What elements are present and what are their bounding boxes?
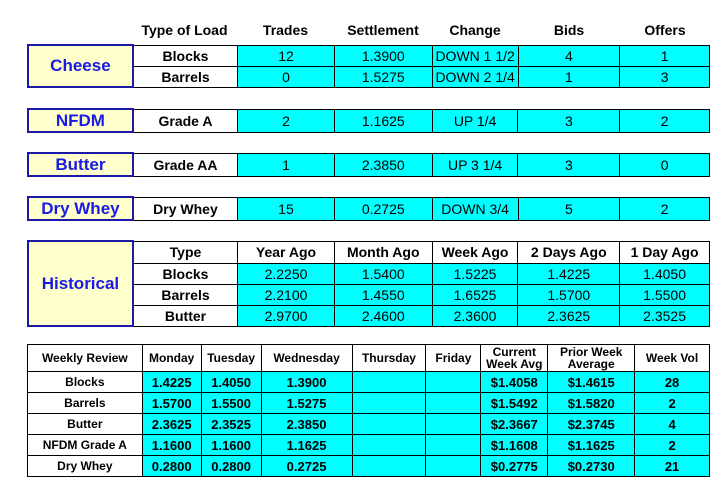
wk-cell xyxy=(352,414,426,435)
wk-cell: 1.3900 xyxy=(261,372,352,393)
wk-cell: $1.5492 xyxy=(481,393,548,414)
wk-cell: $2.3745 xyxy=(548,414,635,435)
hist-cell: 2.4600 xyxy=(334,305,432,326)
header-trades: Trades xyxy=(262,22,309,38)
wk-cell xyxy=(352,435,426,456)
hist-cell: 1.5400 xyxy=(334,263,432,284)
hist-cell: 2.2100 xyxy=(238,284,335,305)
wk-cell: $0.2775 xyxy=(481,456,548,477)
wk-cell: $1.4058 xyxy=(481,372,548,393)
wk-header-prior-week-average: Prior Week Average xyxy=(548,345,635,372)
cheese-barrels-offers: 3 xyxy=(620,66,710,87)
nfdm-trades: 2 xyxy=(238,109,335,132)
dry-whey-type: Dry Whey xyxy=(133,197,238,220)
weekly-review-table xyxy=(27,344,710,477)
hist-cell: 2.3625 xyxy=(518,305,620,326)
wk-cell: $0.2730 xyxy=(548,456,635,477)
wk-cell: 1.1625 xyxy=(261,435,352,456)
dry-whey-offers: 2 xyxy=(620,197,710,220)
table-row xyxy=(28,435,710,456)
dry-whey-trades: 15 xyxy=(238,197,335,220)
wk-cell xyxy=(426,372,481,393)
dry-whey-table xyxy=(27,196,710,221)
hist-cell: 1.5700 xyxy=(518,284,620,305)
dry-whey-label: Dry Whey xyxy=(28,197,133,220)
hist-header-month-ago: Month Ago xyxy=(334,241,432,263)
cheese-barrels-change: DOWN 2 1/4 xyxy=(432,66,518,87)
wk-cell: 0.2725 xyxy=(261,456,352,477)
wk-header-tuesday: Tuesday xyxy=(201,345,261,372)
wk-row-name: Barrels xyxy=(28,393,143,414)
wk-cell: $1.4615 xyxy=(548,372,635,393)
table-row xyxy=(28,414,710,435)
wk-header-week-vol: Week Vol xyxy=(635,345,710,372)
table-row xyxy=(28,393,710,414)
butter-offers: 0 xyxy=(620,153,710,176)
hist-header-1-day-ago: 1 Day Ago xyxy=(620,241,710,263)
wk-row-name: Dry Whey xyxy=(28,456,143,477)
nfdm-bids: 3 xyxy=(518,109,620,132)
wk-row-name: Butter xyxy=(28,414,143,435)
wk-cell: 2.3625 xyxy=(142,414,201,435)
wk-cell: $1.5820 xyxy=(548,393,635,414)
hist-cell: 2.3600 xyxy=(432,305,518,326)
wk-cell xyxy=(352,456,426,477)
header-bids: Bids xyxy=(553,22,585,38)
cheese-label: Cheese xyxy=(28,45,133,87)
hist-cell: 1.6525 xyxy=(432,284,518,305)
wk-header-weekly-review: Weekly Review xyxy=(28,345,143,372)
historical-table xyxy=(27,240,710,327)
hist-cell: 2.2250 xyxy=(238,263,335,284)
hist-row-type: Blocks xyxy=(133,263,238,284)
cheese-blocks-change: DOWN 1 1/2 xyxy=(432,45,518,66)
wk-cell: 1.5700 xyxy=(142,393,201,414)
hist-row-type: Barrels xyxy=(133,284,238,305)
hist-row-type: Butter xyxy=(133,305,238,326)
cheese-blocks-type: Blocks xyxy=(133,45,238,66)
cheese-barrels-type: Barrels xyxy=(133,66,238,87)
wk-header-current-week-avg: Current Week Avg xyxy=(481,345,548,372)
wk-row-name: Blocks xyxy=(28,372,143,393)
wk-cell: 1.1600 xyxy=(142,435,201,456)
hist-header-year-ago: Year Ago xyxy=(238,241,335,263)
butter-label: Butter xyxy=(28,153,133,176)
wk-header-wednesday: Wednesday xyxy=(261,345,352,372)
wk-cell: 2 xyxy=(635,435,710,456)
wk-cell: 1.4225 xyxy=(142,372,201,393)
hist-cell: 2.9700 xyxy=(238,305,335,326)
dry-whey-bids: 5 xyxy=(518,197,620,220)
butter-trades: 1 xyxy=(238,153,335,176)
header-change: Change xyxy=(449,22,501,38)
wk-cell xyxy=(352,372,426,393)
wk-cell xyxy=(426,414,481,435)
header-offers: Offers xyxy=(644,22,686,38)
wk-cell xyxy=(426,435,481,456)
butter-type: Grade AA xyxy=(133,153,238,176)
wk-cell: 2 xyxy=(635,393,710,414)
cheese-blocks-settlement: 1.3900 xyxy=(334,45,432,66)
cheese-barrels-trades: 0 xyxy=(238,66,335,87)
hist-cell: 1.4050 xyxy=(620,263,710,284)
cheese-table xyxy=(27,44,710,88)
hist-cell: 1.5500 xyxy=(620,284,710,305)
hist-header-week-ago: Week Ago xyxy=(432,241,518,263)
wk-cell: 28 xyxy=(635,372,710,393)
nfdm-type: Grade A xyxy=(133,109,238,132)
hist-cell: 1.4225 xyxy=(518,263,620,284)
wk-cell: 1.5275 xyxy=(261,393,352,414)
wk-header-friday: Friday xyxy=(426,345,481,372)
wk-cell: $1.1625 xyxy=(548,435,635,456)
wk-cell: 4 xyxy=(635,414,710,435)
wk-cell: 1.5500 xyxy=(201,393,261,414)
wk-cell: 0.2800 xyxy=(201,456,261,477)
wk-row-name: NFDM Grade A xyxy=(28,435,143,456)
butter-change: UP 3 1/4 xyxy=(432,153,518,176)
hist-cell: 2.3525 xyxy=(620,305,710,326)
hist-cell: 1.4550 xyxy=(334,284,432,305)
nfdm-change: UP 1/4 xyxy=(432,109,518,132)
wk-cell xyxy=(352,393,426,414)
wk-cell: 2.3850 xyxy=(261,414,352,435)
nfdm-offers: 2 xyxy=(620,109,710,132)
wk-cell: $2.3667 xyxy=(481,414,548,435)
cheese-barrels-bids: 1 xyxy=(518,66,620,87)
butter-settlement: 2.3850 xyxy=(334,153,432,176)
wk-header-thursday: Thursday xyxy=(352,345,426,372)
cheese-blocks-trades: 12 xyxy=(238,45,335,66)
butter-bids: 3 xyxy=(518,153,620,176)
wk-cell: 21 xyxy=(635,456,710,477)
cheese-barrels-settlement: 1.5275 xyxy=(334,66,432,87)
butter-table xyxy=(27,152,710,177)
wk-cell: 2.3525 xyxy=(201,414,261,435)
wk-cell xyxy=(426,393,481,414)
wk-cell: 1.4050 xyxy=(201,372,261,393)
cheese-blocks-bids: 4 xyxy=(518,45,620,66)
nfdm-label: NFDM xyxy=(28,109,133,132)
wk-cell xyxy=(426,456,481,477)
table-row xyxy=(28,372,710,393)
hist-header-type: Type xyxy=(133,241,238,263)
nfdm-table xyxy=(27,108,710,133)
cheese-blocks-offers: 1 xyxy=(620,45,710,66)
dry-whey-settlement: 0.2725 xyxy=(334,197,432,220)
wk-cell: 0.2800 xyxy=(142,456,201,477)
header-settlement: Settlement xyxy=(347,22,419,38)
hist-header-2-days-ago: 2 Days Ago xyxy=(518,241,620,263)
historical-label: Historical xyxy=(28,241,133,326)
header-type-of-load: Type of Load xyxy=(141,22,228,38)
wk-header-monday: Monday xyxy=(142,345,201,372)
hist-cell: 1.5225 xyxy=(432,263,518,284)
table-row xyxy=(28,456,710,477)
nfdm-settlement: 1.1625 xyxy=(334,109,432,132)
dry-whey-change: DOWN 3/4 xyxy=(432,197,518,220)
wk-cell: $1.1608 xyxy=(481,435,548,456)
wk-cell: 1.1600 xyxy=(201,435,261,456)
